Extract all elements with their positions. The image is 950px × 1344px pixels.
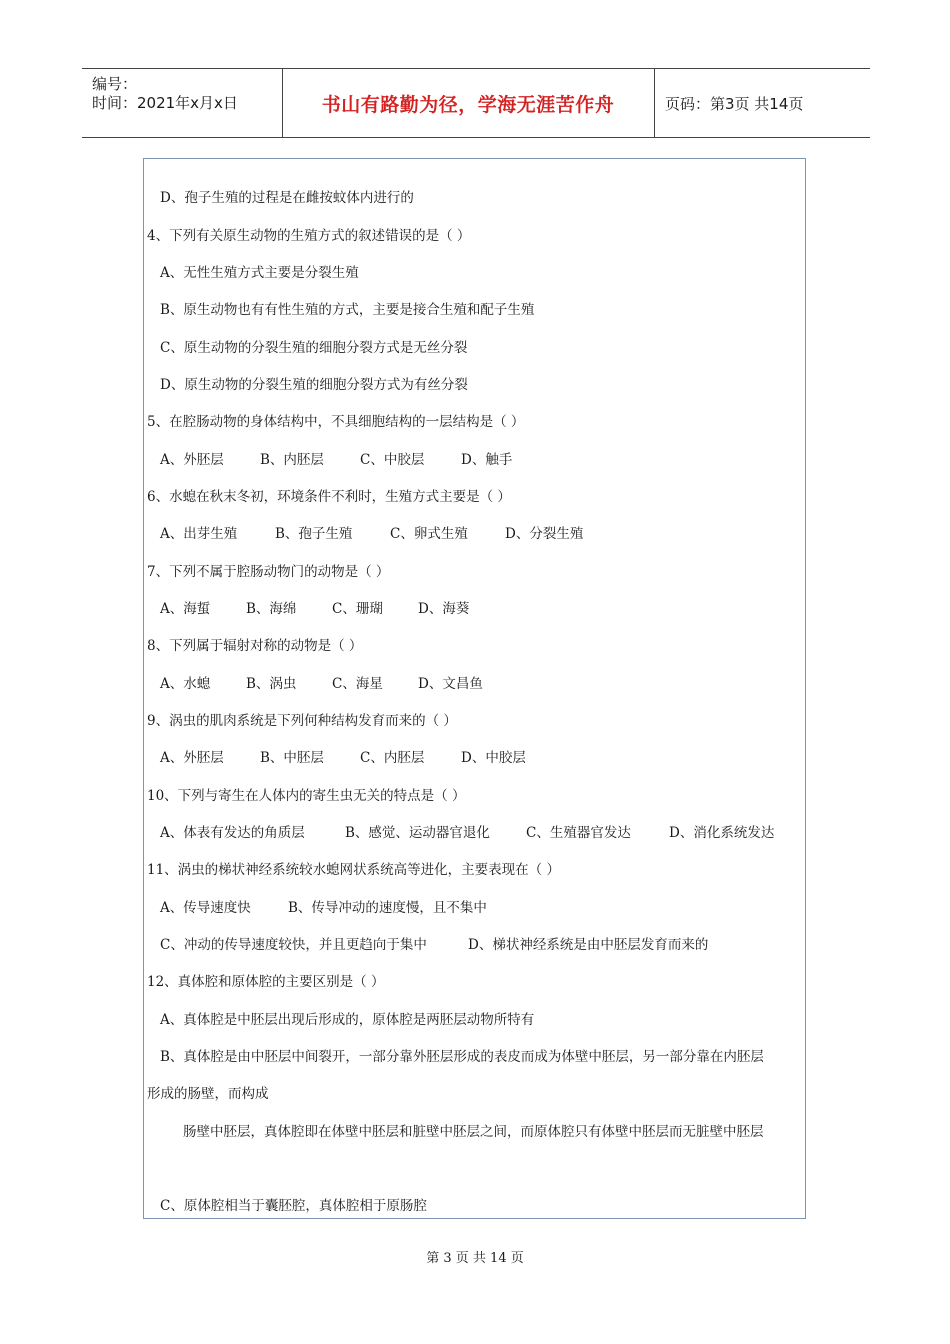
- q10-option-a: A、体表有发达的角质层: [160, 825, 305, 841]
- q9-option-a: A、外胚层: [160, 750, 224, 766]
- q9-option-d: D、中胶层: [461, 750, 526, 766]
- q12-option-b-line1: B、真体腔是由中胚层中间裂开，一部分靠外胚层形成的表皮而成为体壁中胚层，另一部分靠在内胚层: [160, 1049, 764, 1065]
- q12-option-b-line2: 形成的肠壁，而构成: [147, 1086, 269, 1102]
- q7-option-d: D、海葵: [418, 601, 470, 617]
- header-motto-cell: [282, 69, 655, 137]
- q11-option-d: D、梯状神经系统是由中胚层发育而来的: [468, 937, 709, 953]
- q4-option-b: B、原生动物也有有性生殖的方式，主要是接合生殖和配子生殖: [160, 302, 535, 318]
- q5-option-a: A、外胚层: [160, 452, 224, 468]
- q10-option-b: B、感觉、运动器官退化: [345, 825, 490, 841]
- q8-option-b: B、涡虫: [246, 676, 297, 692]
- q4-option-c: C、原生动物的分裂生殖的细胞分裂方式是无丝分裂: [160, 340, 468, 356]
- q8-option-a: A、水螅: [160, 676, 211, 692]
- time-label: 时间：2021年x月x日: [92, 94, 238, 112]
- q11-option-b: B、传导冲动的速度慢，且不集中: [288, 900, 487, 916]
- question-11: 11、涡虫的梯状神经系统较水螅网状系统高等进化，主要表现在（ ）: [147, 862, 560, 878]
- q9-option-c: C、内胚层: [360, 750, 425, 766]
- header-page-cell: [655, 69, 870, 137]
- q10-option-c: C、生殖器官发达: [526, 825, 631, 841]
- question-7: 7、下列不属于腔肠动物门的动物是（ ）: [147, 564, 390, 580]
- question-12: 12、真体腔和原体腔的主要区别是（ ）: [147, 974, 385, 990]
- q3-option-d: D、孢子生殖的过程是在雌按蚊体内进行的: [160, 190, 414, 206]
- q4-option-d: D、原生动物的分裂生殖的细胞分裂方式为有丝分裂: [160, 377, 468, 393]
- question-10: 10、下列与寄生在人体内的寄生虫无关的特点是（ ）: [147, 788, 466, 804]
- q6-option-b: B、孢子生殖: [275, 526, 353, 542]
- number-label: 编号：: [92, 75, 138, 93]
- q7-option-a: A、海蜇: [160, 601, 211, 617]
- q5-option-c: C、中胶层: [360, 452, 425, 468]
- question-6: 6、水螅在秋末冬初，环境条件不利时，生殖方式主要是（ ）: [147, 489, 511, 505]
- q7-option-c: C、珊瑚: [332, 601, 383, 617]
- q8-option-d: D、文昌鱼: [418, 676, 483, 692]
- q10-option-d: D、消化系统发达: [669, 825, 775, 841]
- q7-option-b: B、海绵: [246, 601, 297, 617]
- q6-option-d: D、分裂生殖: [505, 526, 584, 542]
- question-8: 8、下列属于辐射对称的动物是（ ）: [147, 638, 363, 654]
- question-9: 9、涡虫的肌肉系统是下列何种结构发育而来的（ ）: [147, 713, 457, 729]
- q6-option-c: C、卵式生殖: [390, 526, 468, 542]
- document-header: [82, 68, 870, 138]
- q12-option-c: C、原体腔相当于囊胚腔，真体腔相于原肠腔: [160, 1198, 427, 1214]
- motto: 书山有路勤为径，学海无涯苦作舟: [321, 93, 615, 116]
- q12-option-b-line3: 肠壁中胚层，真体腔即在体壁中胚层和脏壁中胚层之间，而原体腔只有体壁中胚层而无脏壁中胚层: [183, 1124, 764, 1140]
- q6-option-a: A、出芽生殖: [160, 526, 238, 542]
- q5-option-d: D、触手: [461, 452, 513, 468]
- q5-option-b: B、内胚层: [260, 452, 324, 468]
- page-info: 页码：第3页 共14页: [665, 94, 804, 113]
- q4-option-a: A、无性生殖方式主要是分裂生殖: [160, 265, 359, 281]
- q8-option-c: C、海星: [332, 676, 383, 692]
- q11-option-c: C、冲动的传导速度较快，并且更趋向于集中: [160, 937, 427, 953]
- q12-option-a: A、真体腔是中胚层出现后形成的，原体腔是两胚层动物所特有: [160, 1012, 535, 1028]
- page-footer: 第 3 页 共 14 页: [426, 1251, 524, 1266]
- q11-option-a: A、传导速度快: [160, 900, 251, 916]
- question-5: 5、在腔肠动物的身体结构中，不具细胞结构的一层结构是（ ）: [147, 414, 525, 430]
- question-4: 4、下列有关原生动物的生殖方式的叙述错误的是（ ）: [147, 228, 471, 244]
- header-meta-cell: [82, 69, 283, 137]
- q9-option-b: B、中胚层: [260, 750, 324, 766]
